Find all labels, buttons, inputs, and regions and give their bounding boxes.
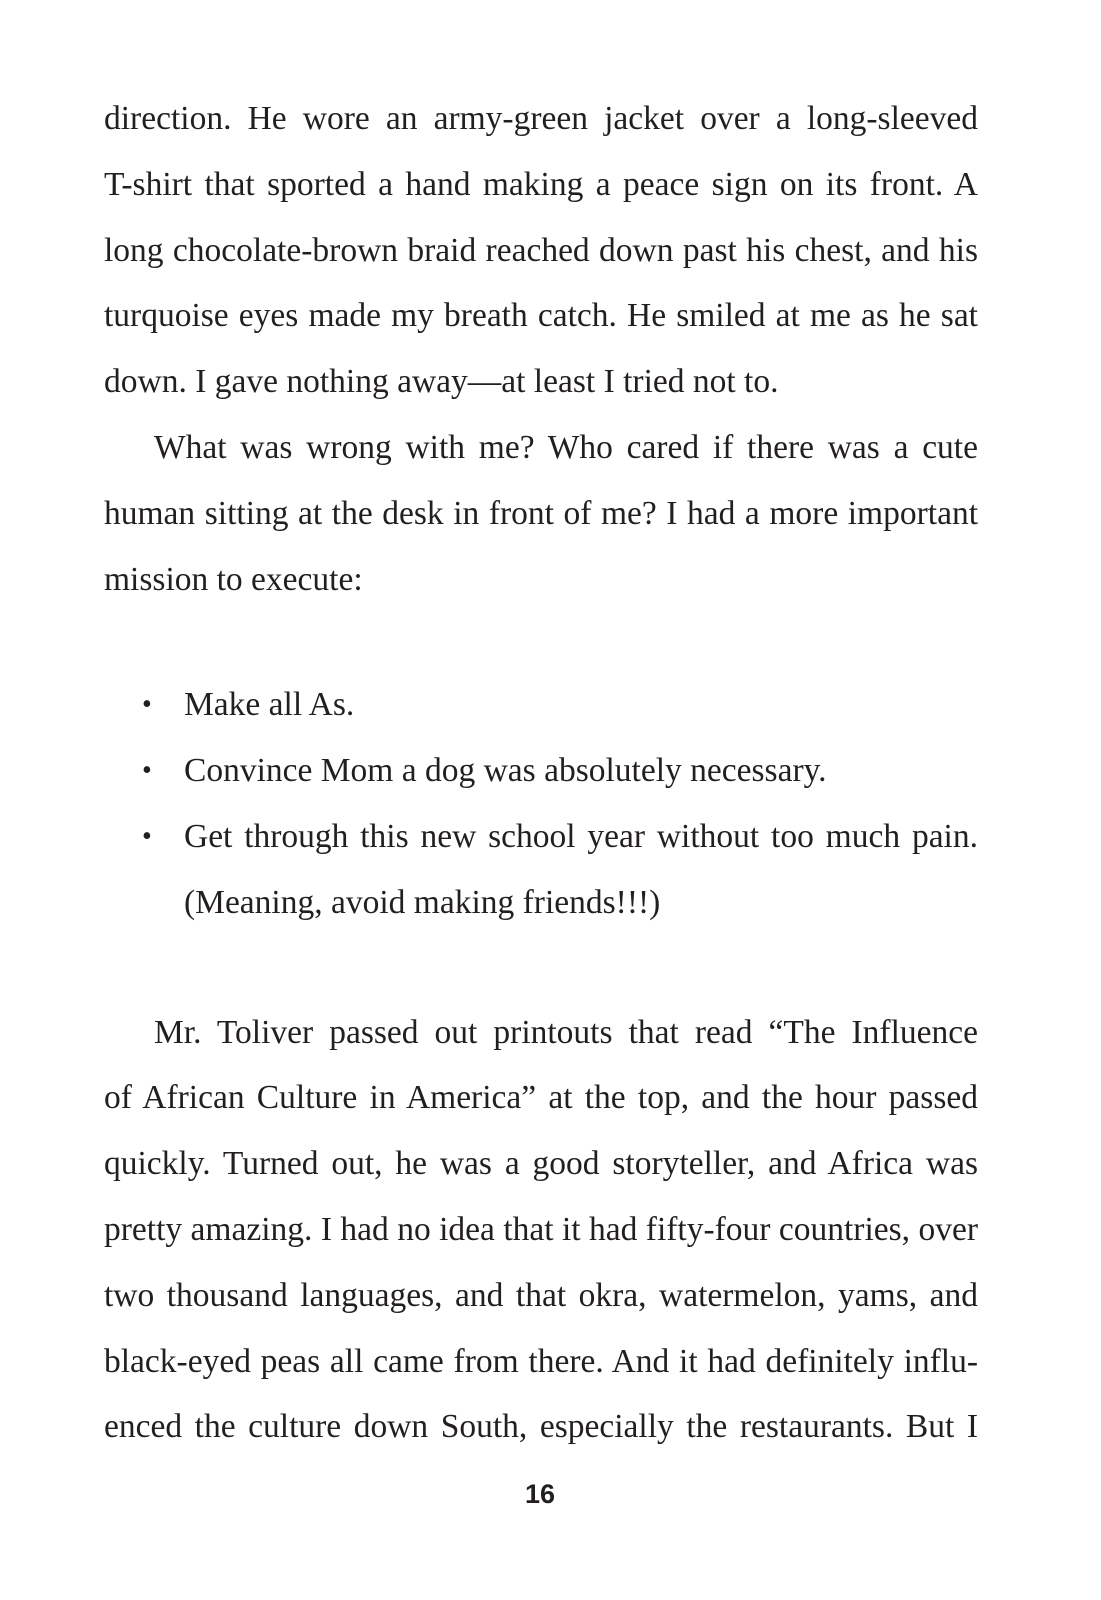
page-number: 16 — [524, 1479, 556, 1509]
list-item-text: (Meaning, avoid making friends!!!) — [184, 883, 661, 921]
paragraph-three — [104, 1000, 978, 1461]
text-line: human sitting at the desk in front of me? I had a more important — [104, 494, 978, 532]
list-item-text: Get through this new school year without too much pain. — [184, 817, 978, 855]
text-line: T-shirt that sported a hand making a peace sign on its front. A — [104, 165, 978, 203]
text-line: mission to execute: — [104, 560, 363, 598]
page-body — [104, 86, 978, 1460]
list-item — [104, 672, 978, 738]
text-line: Mr. Toliver passed out printouts that read “The Influence — [154, 1013, 978, 1051]
list-item-line — [104, 672, 978, 738]
list-item-text: Convince Mom a dog was absolutely necessary. — [184, 752, 827, 790]
text-line: two thousand languages, and that okra, watermelon, yams, and — [104, 1276, 978, 1314]
text-line: turquoise eyes made my breath catch. He smiled at me as he sat — [104, 297, 978, 335]
text-line: pretty amazing. I had no idea that it had fifty-four countries, over — [104, 1210, 978, 1248]
text-line: direction. He wore an army-green jacket over a long-sleeved — [104, 100, 978, 137]
paragraph-two — [104, 415, 978, 612]
text-line: long chocolate-brown braid reached down past his chest, and his — [104, 231, 978, 269]
list-item-text: Make all As. — [184, 686, 355, 724]
list-item-line — [104, 804, 978, 870]
text-line: quickly. Turned out, he was a good storyteller, and Africa was — [104, 1145, 978, 1183]
list-item-line — [104, 870, 978, 936]
list-item — [104, 804, 978, 936]
list-item-line — [104, 738, 978, 804]
text-line: enced the culture down South, especially the restaurants. But I — [104, 1408, 978, 1446]
spacer — [104, 612, 978, 672]
paragraph-continued — [104, 86, 978, 415]
bullet-icon: • — [142, 689, 152, 721]
spacer — [104, 936, 978, 1000]
text-line: What was wrong with me? Who cared if there was a cute — [154, 428, 978, 466]
bullet-list — [104, 672, 978, 935]
list-item — [104, 738, 978, 804]
bullet-icon: • — [142, 755, 152, 787]
text-line: down. I gave nothing away—at least I tried not to. — [104, 363, 779, 401]
text-line: of African Culture in America” at the top, and the hour passed — [104, 1079, 978, 1117]
text-line: black-eyed peas all came from there. And it had definitely influ- — [104, 1342, 978, 1380]
bullet-icon: • — [142, 820, 152, 852]
